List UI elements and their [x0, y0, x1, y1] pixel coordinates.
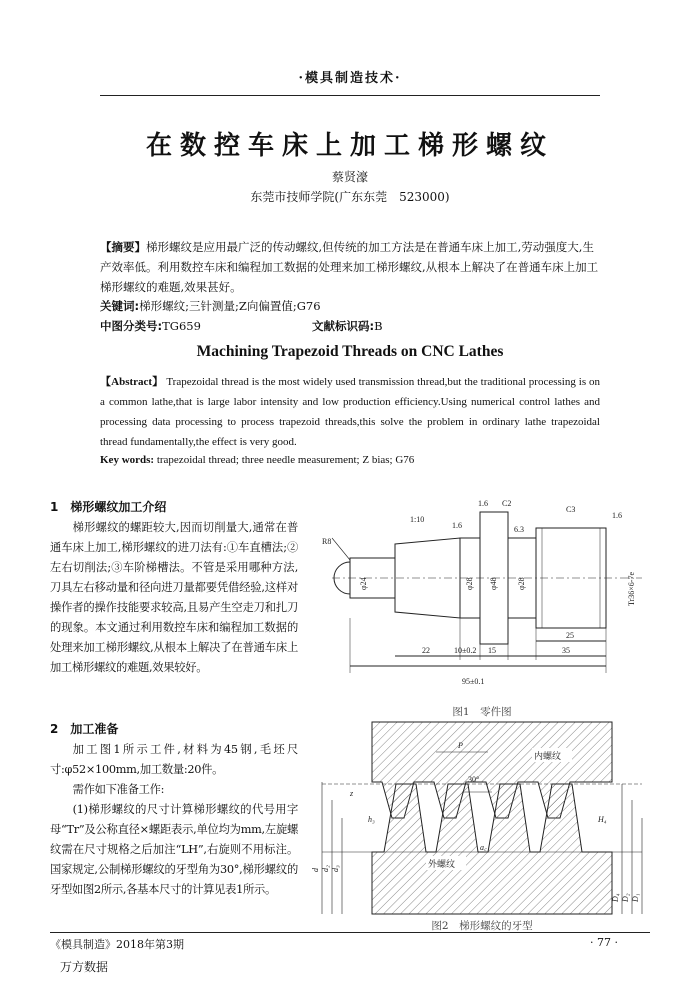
fig1-roughness-1: 1.6 [452, 521, 462, 530]
fig1-length-10: 10±0.2 [454, 646, 477, 655]
section2-body [50, 740, 298, 900]
figure1-part-drawing [312, 498, 652, 698]
header-rule [100, 95, 600, 96]
abstract-zh [100, 237, 600, 297]
watermark: 万方数据 [60, 960, 109, 974]
fig1-roughness-4: 1.6 [612, 511, 622, 520]
section2-para2: 需作如下准备工作: [72, 783, 165, 796]
clc-number [100, 318, 201, 334]
keywords-en [100, 454, 414, 466]
footer-rule [50, 932, 650, 933]
page-number: · 77 · [590, 936, 618, 949]
fig1-roughness-3: 6.3 [514, 525, 524, 534]
fig1-radius-label: R8 [322, 537, 332, 546]
fig1-chamfer-c2: C2 [502, 499, 512, 508]
fig2-d3-label: d₃ [331, 865, 340, 872]
fig2-internal-thread-label: 内螺纹 [534, 751, 562, 761]
journal-section-header: ·模具制造技术· [298, 71, 402, 86]
fig2-D4-label: D₄ [611, 893, 620, 902]
fig2-angle-label: 30° [468, 775, 480, 784]
figure2-thread-profile [312, 722, 652, 914]
fig1-length-25: 25 [566, 631, 574, 640]
section1-para: 梯形螺纹的螺距较大,因而切削量大,通常在普通车床上加工,梯形螺纹的进刀法有:①车直槽法;②左右切削法;③车阶梯槽法。不管是采用哪种方法,刀具左右移动量和径向进刀量都要凭借经验,这样对操作者的操作技能要求较高,且易产生空走刀和扎刀的现象。本文通过利用数控车床和编程加工数据的处理来加工梯形螺纹,从根本上解决了在普通车床上加工梯形螺纹的难题,效果较好。 [50, 521, 298, 674]
section1-heading: 1 梯形螺纹加工介绍 [50, 500, 167, 514]
footer-journal: 《模具制造》2018年第3期 [50, 938, 184, 951]
fig1-roughness-2: 1.6 [478, 499, 488, 508]
fig2-d-label: d [311, 868, 320, 872]
doc-code-label: 文献标识码: [312, 319, 375, 333]
paper-title-en: Machining Trapezoid Threads on CNC Lathes [196, 343, 504, 360]
keywords-en-text: trapezoidal thread; three needle measurement; Z bias; G76 [156, 454, 415, 466]
abstract-en-text: Trapezoidal thread is the most widely used transmission thread,but the traditional processing is on a common lathe,that is large labor intensity and low production efficiency.Using numerical control lathes and processing data processing to process trapezoid threads,this solve the problem in ordinary lathe trapezoidal thread fundamentally,the effect is very good. [100, 376, 601, 448]
fig1-thread-spec: Tr36×6-7e [627, 572, 636, 606]
fig2-D2-label: D₂ [621, 893, 630, 902]
fig2-H4-label: H₄ [598, 815, 607, 824]
keywords-zh [100, 298, 321, 314]
section2-para1: 加工图1所示工件,材料为45钢,毛坯尺寸:φ52×100mm,加工数量:20件。 [50, 743, 298, 776]
paper-title: 在数控车床上加工梯形螺纹 [145, 131, 554, 161]
fig1-diameter-24: φ24 [359, 577, 368, 590]
abstract-zh-text: 梯形螺纹是应用最广泛的传动螺纹,但传统的加工方法是在普通车床上加工,劳动强度大,生产效率低。利用数控车床和编程加工数据的处理来加工梯形螺纹,从根本上解决了在普通车床上加工梯形螺纹的难题,效果甚好。 [100, 240, 599, 294]
fig2-ac-label: a꜀ [480, 843, 487, 852]
abstract-en-label: 【Abstract】 [100, 376, 164, 388]
clc-value: TG659 [162, 319, 201, 333]
fig1-diameter-48: φ48 [489, 577, 498, 590]
section2-para3: (1)梯形螺纹的尺寸计算梯形螺纹的代号用字母“Tr”及公称直径×螺距表示,单位均为mm,左旋螺纹需在尺寸规格之后加注“LH”,右旋则不用标注。国家规定,公制梯形螺纹的牙型角为30°,梯形螺纹的牙型如图2所示,各基本尺寸的计算见表1所示。 [50, 803, 298, 896]
fig1-diameter-28a: φ28 [465, 577, 474, 590]
section1-body [50, 518, 298, 678]
fig2-pitch-label: P [458, 741, 463, 750]
fig1-length-15: 15 [488, 646, 496, 655]
fig1-length-22: 22 [422, 646, 430, 655]
fig2-external-thread-label: 外螺纹 [428, 859, 456, 869]
doc-code [312, 318, 383, 334]
abstract-label: 【摘要】 [100, 240, 146, 254]
fig1-length-35: 35 [562, 646, 570, 655]
author: 蔡贤濠 [331, 170, 368, 184]
figure2-caption: 图2 梯形螺纹的牙型 [431, 920, 533, 932]
fig2-z-label: z [350, 789, 354, 798]
abstract-en [100, 372, 600, 452]
fig2-D1-label: D₁ [631, 893, 640, 902]
doc-code-value: B [374, 319, 383, 333]
fig1-length-95: 95±0.1 [462, 677, 485, 686]
keywords-label: 关键词: [100, 299, 140, 313]
fig2-d2-label: d₂ [321, 865, 330, 872]
section2-heading: 2 加工准备 [50, 722, 119, 736]
fig1-chamfer-c3: C3 [566, 505, 576, 514]
fig1-diameter-28b: φ28 [517, 577, 526, 590]
fig1-taper-label: 1:10 [410, 515, 425, 524]
affiliation: 东莞市技师学院(广东东莞 523000) [250, 190, 450, 204]
figure1-caption: 图1 零件图 [452, 706, 512, 718]
keywords-zh-text: 梯形螺纹;三针测量;Z向偏置值;G76 [139, 299, 321, 313]
keywords-en-label: Key words: [100, 454, 155, 466]
clc-label: 中图分类号: [100, 319, 163, 333]
fig2-h3-label: h₃ [368, 815, 375, 824]
